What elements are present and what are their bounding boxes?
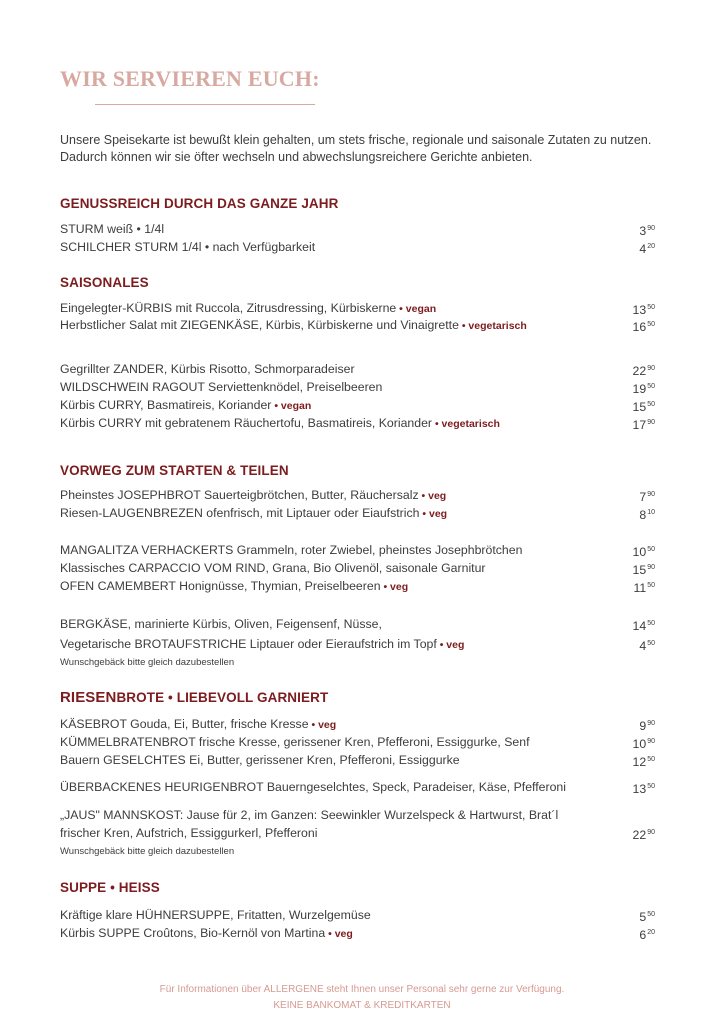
- item-text: Kürbis CURRY mit gebratenem Räuchertofu, Basmatireis, Koriander: [60, 416, 433, 430]
- order-note: Wunschgebäck bitte gleich dazubestellen: [60, 846, 235, 857]
- diet-tag: • veg: [308, 719, 337, 731]
- item-text: WILDSCHWEIN RAGOUT Serviettenknödel, Preiselbeeren: [60, 380, 383, 394]
- item-price: $8^{10}$: [639, 508, 655, 522]
- item-text: SCHILCHER STURM 1/4l • nach Verfügbarkeit: [60, 240, 316, 254]
- item-price: $11^{50}$: [633, 581, 655, 595]
- item-price: $3^{90}$: [639, 224, 655, 238]
- diet-tag: • veg: [419, 508, 448, 520]
- payment-note: KEINE BANKOMAT & KREDITKARTEN: [273, 1000, 451, 1011]
- item-price: $19^{50}$: [632, 382, 655, 396]
- item-text: Herbstlicher Salat mit ZIEGENKÄSE, Kürbis, Kürbiskerne und Vinaigrette: [60, 318, 459, 332]
- diet-tag: • veg: [380, 581, 409, 593]
- item-price: $14^{50}$: [632, 619, 655, 633]
- item-text: Kräftige klare HÜHNERSUPPE, Fritatten, Wurzelgemüse: [60, 908, 371, 922]
- diet-tag: • veg: [436, 639, 465, 651]
- diet-tag: • vegetarisch: [458, 320, 527, 332]
- item-price: $13^{50}$: [632, 782, 655, 796]
- section-heading-riesen: RIESEN: [60, 689, 117, 706]
- section-heading-saisonales: SAISONALES: [60, 275, 149, 290]
- item-price: $22^{90}$: [632, 828, 655, 842]
- diet-tag: • vegan: [396, 303, 437, 315]
- item-price: $10^{90}$: [632, 737, 655, 751]
- section-heading-vorweg: VORWEG ZUM STARTEN & TEILEN: [60, 463, 289, 478]
- item-price: $7^{90}$: [639, 490, 655, 504]
- item-price: $22^{90}$: [632, 364, 655, 378]
- item-text: Kürbis CURRY, Basmatireis, Koriander: [60, 398, 272, 412]
- item-price: $10^{50}$: [632, 545, 655, 559]
- page-title: WIR SERVIEREN EUCH:: [60, 66, 320, 91]
- order-note: Wunschgebäck bitte gleich dazubestellen: [60, 657, 235, 668]
- item-text: STURM weiß • 1/4l: [60, 222, 165, 236]
- item-text: OFEN CAMEMBERT Honignüsse, Thymian, Preiselbeeren: [60, 579, 381, 593]
- item-price: $12^{50}$: [632, 755, 655, 769]
- item-text: Gegrillter ZANDER, Kürbis Risotto, Schmorparadeiser: [60, 362, 355, 376]
- section-heading-brote: BROTE • LIEBEVOLL GARNIERT: [116, 690, 329, 705]
- item-text: Vegetarische BROTAUFSTRICHE Liptauer oder Eieraufstrich im Topf: [60, 637, 437, 651]
- item-price: $6^{20}$: [639, 928, 655, 942]
- allergen-note: Für Informationen über ALLERGENE steht Ihnen unser Personal sehr gerne zur Verfügung.: [159, 984, 565, 995]
- item-text: „JAUS" MANNSKOST: Jause für 2, im Ganzen: Seewinkler Wurzelspeck & Hartwurst, Brat´l: [60, 808, 559, 822]
- section-heading-suppe: SUPPE • HEISS: [60, 880, 160, 895]
- item-text: KÜMMELBRATENBROT frische Kresse, gerissener Kren, Pfefferoni, Essiggurke, Senf: [60, 735, 530, 749]
- item-text: MANGALITZA VERHACKERTS Grammeln, roter Zwiebel, pheinstes Josephbrötchen: [60, 543, 523, 557]
- item-text: Riesen-LAUGENBREZEN ofenfrisch, mit Liptauer oder Eiaufstrich: [60, 506, 420, 520]
- item-price: $16^{50}$: [632, 320, 655, 334]
- item-text: Bauern GESELCHTES Ei, Butter, gerissener Kren, Pfefferoni, Essiggurke: [60, 753, 460, 767]
- item-text: ÜBERBACKENES HEURIGENBROT Bauerngeselchtes, Speck, Paradeiser, Käse, Pfefferoni: [60, 780, 566, 794]
- item-price: $5^{50}$: [639, 910, 655, 924]
- diet-tag: • veg: [325, 928, 353, 940]
- diet-tag: • vegan: [271, 400, 312, 412]
- item-price: $15^{90}$: [632, 563, 655, 577]
- intro-line-1: Unsere Speisekarte ist bewußt klein gehalten, um stets frische, regionale und saisonale Zutaten zu nutzen.: [60, 133, 652, 147]
- diet-tag: • veg: [418, 490, 447, 502]
- item-text: Klassisches CARPACCIO VOM RIND, Grana, Bio Olivenöl, saisonale Garnitur: [60, 561, 486, 575]
- item-text: frischer Kren, Aufstrich, Essiggurkerl, Pfefferoni: [60, 826, 318, 840]
- diet-tag: • vegetarisch: [432, 418, 500, 430]
- section-heading-riesenbrote: [60, 689, 328, 706]
- item-price: [654, 807, 655, 825]
- intro-line-2: Dadurch können wir sie öfter wechseln und abwechslungsreichere Gerichte anbieten.: [60, 150, 533, 164]
- item-price: $4^{20}$: [639, 242, 655, 256]
- item-text: Pheinstes JOSEPHBROT Sauerteigbrötchen, Butter, Räuchersalz: [60, 488, 419, 502]
- item-price: $9^{90}$: [639, 719, 655, 733]
- item-price: $4^{50}$: [639, 639, 655, 653]
- item-price: $13^{50}$: [632, 303, 655, 317]
- item-text: KÄSEBROT Gouda, Ei, Butter, frische Kresse: [60, 717, 309, 731]
- item-price: $15^{50}$: [632, 400, 655, 414]
- section-heading-genussreich: GENUSSREICH DURCH DAS GANZE JAHR: [60, 196, 339, 211]
- title-divider: [95, 104, 315, 105]
- item-text: BERGKÄSE, marinierte Kürbis, Oliven, Feigensenf, Nüsse,: [60, 617, 382, 631]
- item-text: Eingelegter-KÜRBIS mit Ruccola, Zitrusdressing, Kürbiskerne: [60, 301, 397, 315]
- item-price: $17^{90}$: [632, 418, 655, 432]
- item-text: Kürbis SUPPE Croûtons, Bio-Kernöl von Martina: [60, 926, 326, 940]
